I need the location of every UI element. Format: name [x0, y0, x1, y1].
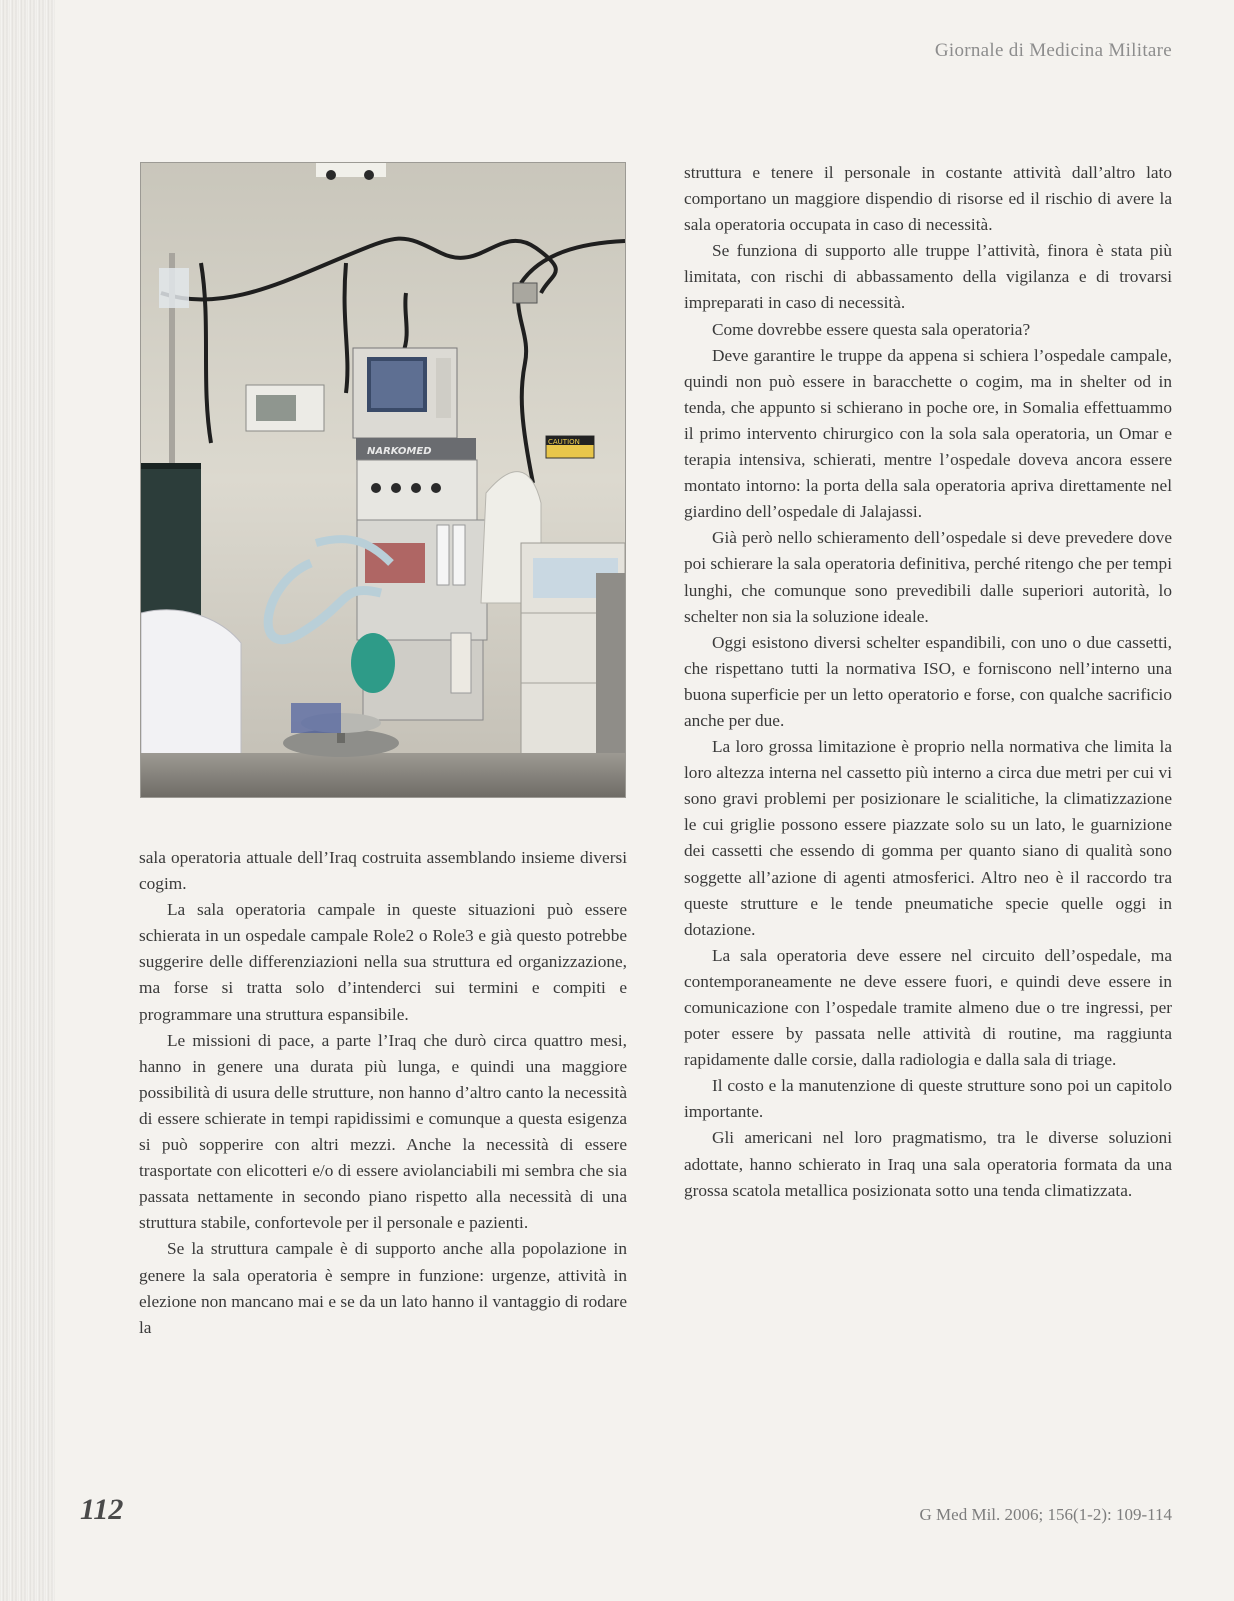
paragraph: La sala operatoria deve essere nel circuito dell’ospedale, ma contemporaneamente ne deve essere fuori, e quindi deve essere in comunicazione con l’ospedale tramite almeno due o tre ingressi, per poter essere by passata nelle attività di routine, ma raggiunta rapidamente dalle corsie, dalla radiologia e dalla sala di triage. — [684, 945, 1172, 1070]
caution-label: CAUTION — [548, 438, 580, 446]
paragraph: Già però nello schieramento dell’ospedale si deve prevedere dove poi schierare la sala operatoria definitiva, perché ritengo che per tempi lunghi, che comunque sono prevedibili dalle superiori autorità, lo schelter non sia la soluzione ideale. — [684, 528, 1172, 626]
journal-citation: G Med Mil. 2006; 156(1-2): 109-114 — [919, 1505, 1172, 1524]
operating-room-photo — [140, 162, 626, 798]
paragraph: Come dovrebbe essere questa sala operatoria? — [712, 319, 1031, 339]
journal-running-header: Giornale di Medicina Militare — [934, 40, 1172, 61]
paragraph: Gli americani nel loro pragmatismo, tra le diverse soluzioni adottate, hanno schierato in Iraq una sala operatoria formata da una grossa scatola metallica posizionata sotto una tenda climatizzata. — [684, 1128, 1172, 1200]
paragraph: struttura e tenere il personale in costante attività dall’altro lato comportano un maggiore dispendio di risorse ed il rischio di avere la sala operatoria occupata in caso di necessità. — [684, 163, 1172, 235]
right-text-column — [684, 160, 1172, 1204]
page-edge-shadow — [0, 0, 55, 1601]
monitor-brand-label: NARKOMED — [367, 446, 432, 457]
paragraph: Deve garantire le truppe da appena si schiera l’ospedale campale, quindi non può essere in baracchette o cogim, ma in shelter od in tenda, che appunto si schierano in poche ore, in Somalia effettuammo il primo intervento chirurgico con la sola sala operatoria, un Omar e terapia intensiva, schierati, mentre l’ospedale doveva ancora essere montato intorno: la porta della sala operatoria apriva direttamente nel giardino dell’ospedale di Jalajassi. — [684, 345, 1172, 522]
paragraph: La sala operatoria campale in queste situazioni può essere schierata in un ospedale campale Role2 o Role3 e già questo potrebbe suggerire delle differenziazioni nella sua struttura ed organizzazione, ma forse si tratta solo d’intenderci sui termini e compiti e programmare una struttura espansibile. — [139, 900, 627, 1024]
paragraph: Le missioni di pace, a parte l’Iraq che durò circa quattro mesi, hanno in genere una durata più lunga, e quindi una maggiore possibilità di usura delle strutture, non hanno d’altro canto la necessità di essere schierate in tempi rapidissimi e comunque a questa esigenza si può sopperire con altri mezzi. Anche la necessità di essere trasportate con elicotteri e/o di essere aviolanciabili mi sembra che sia passata nettamente in secondo piano rispetto alla necessità di una struttura stabile, confortevole per il personale e pazienti. — [139, 1030, 627, 1233]
paragraph: Se funziona di supporto alle truppe l’attività, finora è stata più limitata, con rischi di abbassamento della vigilanza e di trovarsi impreparati in caso di necessità. — [684, 241, 1172, 313]
paragraph: Se la struttura campale è di supporto anche alla popolazione in genere la sala operatoria è sempre in funzione: urgenze, attività in elezione non mancano mai e se da un lato hanno il vantaggio di rodare la — [139, 1239, 627, 1337]
figure-caption: sala operatoria attuale dell’Iraq costruita assemblando insieme diversi cogim. — [139, 848, 627, 894]
page-number: 112 — [80, 1493, 124, 1526]
paragraph: La loro grossa limitazione è proprio nella normativa che limita la loro altezza interna nel cassetto più interno a circa due metri per cui vi sono gravi problemi per posizionare le scialitiche, la climatizzazione le cui griglie possono essere piazzate solo su un lato, le guarnizione dei cassetti che essendo di gomma per quanto siano di qualità sono soggette all’azione di agenti atmosferici. Altro neo è il raccordo tra queste strutture e le tende pneumatiche specie quelle oggi in dotazione. — [684, 737, 1172, 939]
paragraph: Il costo e la manutenzione di queste strutture sono poi un capitolo importante. — [684, 1076, 1172, 1122]
paragraph: Oggi esistono diversi schelter espandibili, con uno o due cassetti, che rispettano tutti la normativa ISO, e forniscono nell’interno una buona superficie per un letto operatorio e forse, con qualche sacrificio anche per due. — [684, 632, 1172, 730]
left-text-column — [139, 845, 627, 1341]
